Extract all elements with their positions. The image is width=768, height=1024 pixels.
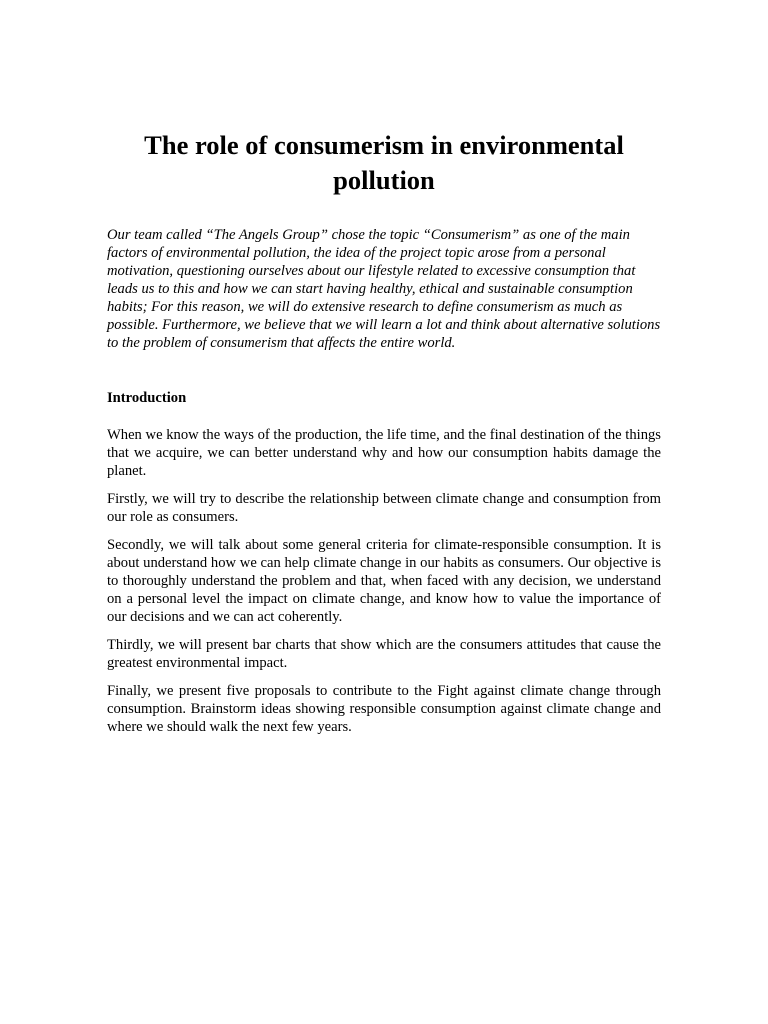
body-paragraph: Finally, we present five proposals to contribute to the Fight against climate change through consumption. Brainstorm ideas showing responsible consumption against climate change and where we should walk the next few years. xyxy=(107,683,661,735)
abstract-paragraph: Our team called “The Angels Group” chose the topic “Consumerism” as one of the main factors of environmental pollution, the idea of the project topic arose from a personal motivation, questioning ourselves about our lifestyle related to excessive consumption that leads us to this and how we can start having healthy, ethical and sustainable consumption habits; For this reason, we will do extensive research to define consumerism as much as possible. Furthermore, we believe that we will learn a lot and think about alternative solutions to the problem of consumerism that affects the entire world. xyxy=(107,227,661,351)
body-paragraph: Secondly, we will talk about some general criteria for climate-responsible consumption. It is about understand how we can help climate change in our habits as consumers. Our objective is to thoroughly understand the problem and that, when faced with any decision, we understand on a personal level the impact on climate change, and know how to value the importance of our decisions and we can act coherently. xyxy=(107,537,661,625)
section-heading-introduction: Introduction xyxy=(107,390,187,406)
document-page xyxy=(107,128,661,746)
body-paragraph: When we know the ways of the production, the life time, and the final destination of the things that we acquire, we can better understand why and how our consumption habits damage the planet. xyxy=(107,427,661,479)
document-title: The role of consumerism in environmental pollution xyxy=(144,130,624,195)
body-paragraph: Thirdly, we will present bar charts that show which are the consumers attitudes that cause the greatest environmental impact. xyxy=(107,637,661,671)
body-paragraph: Firstly, we will try to describe the relationship between climate change and consumption from our role as consumers. xyxy=(107,491,661,525)
